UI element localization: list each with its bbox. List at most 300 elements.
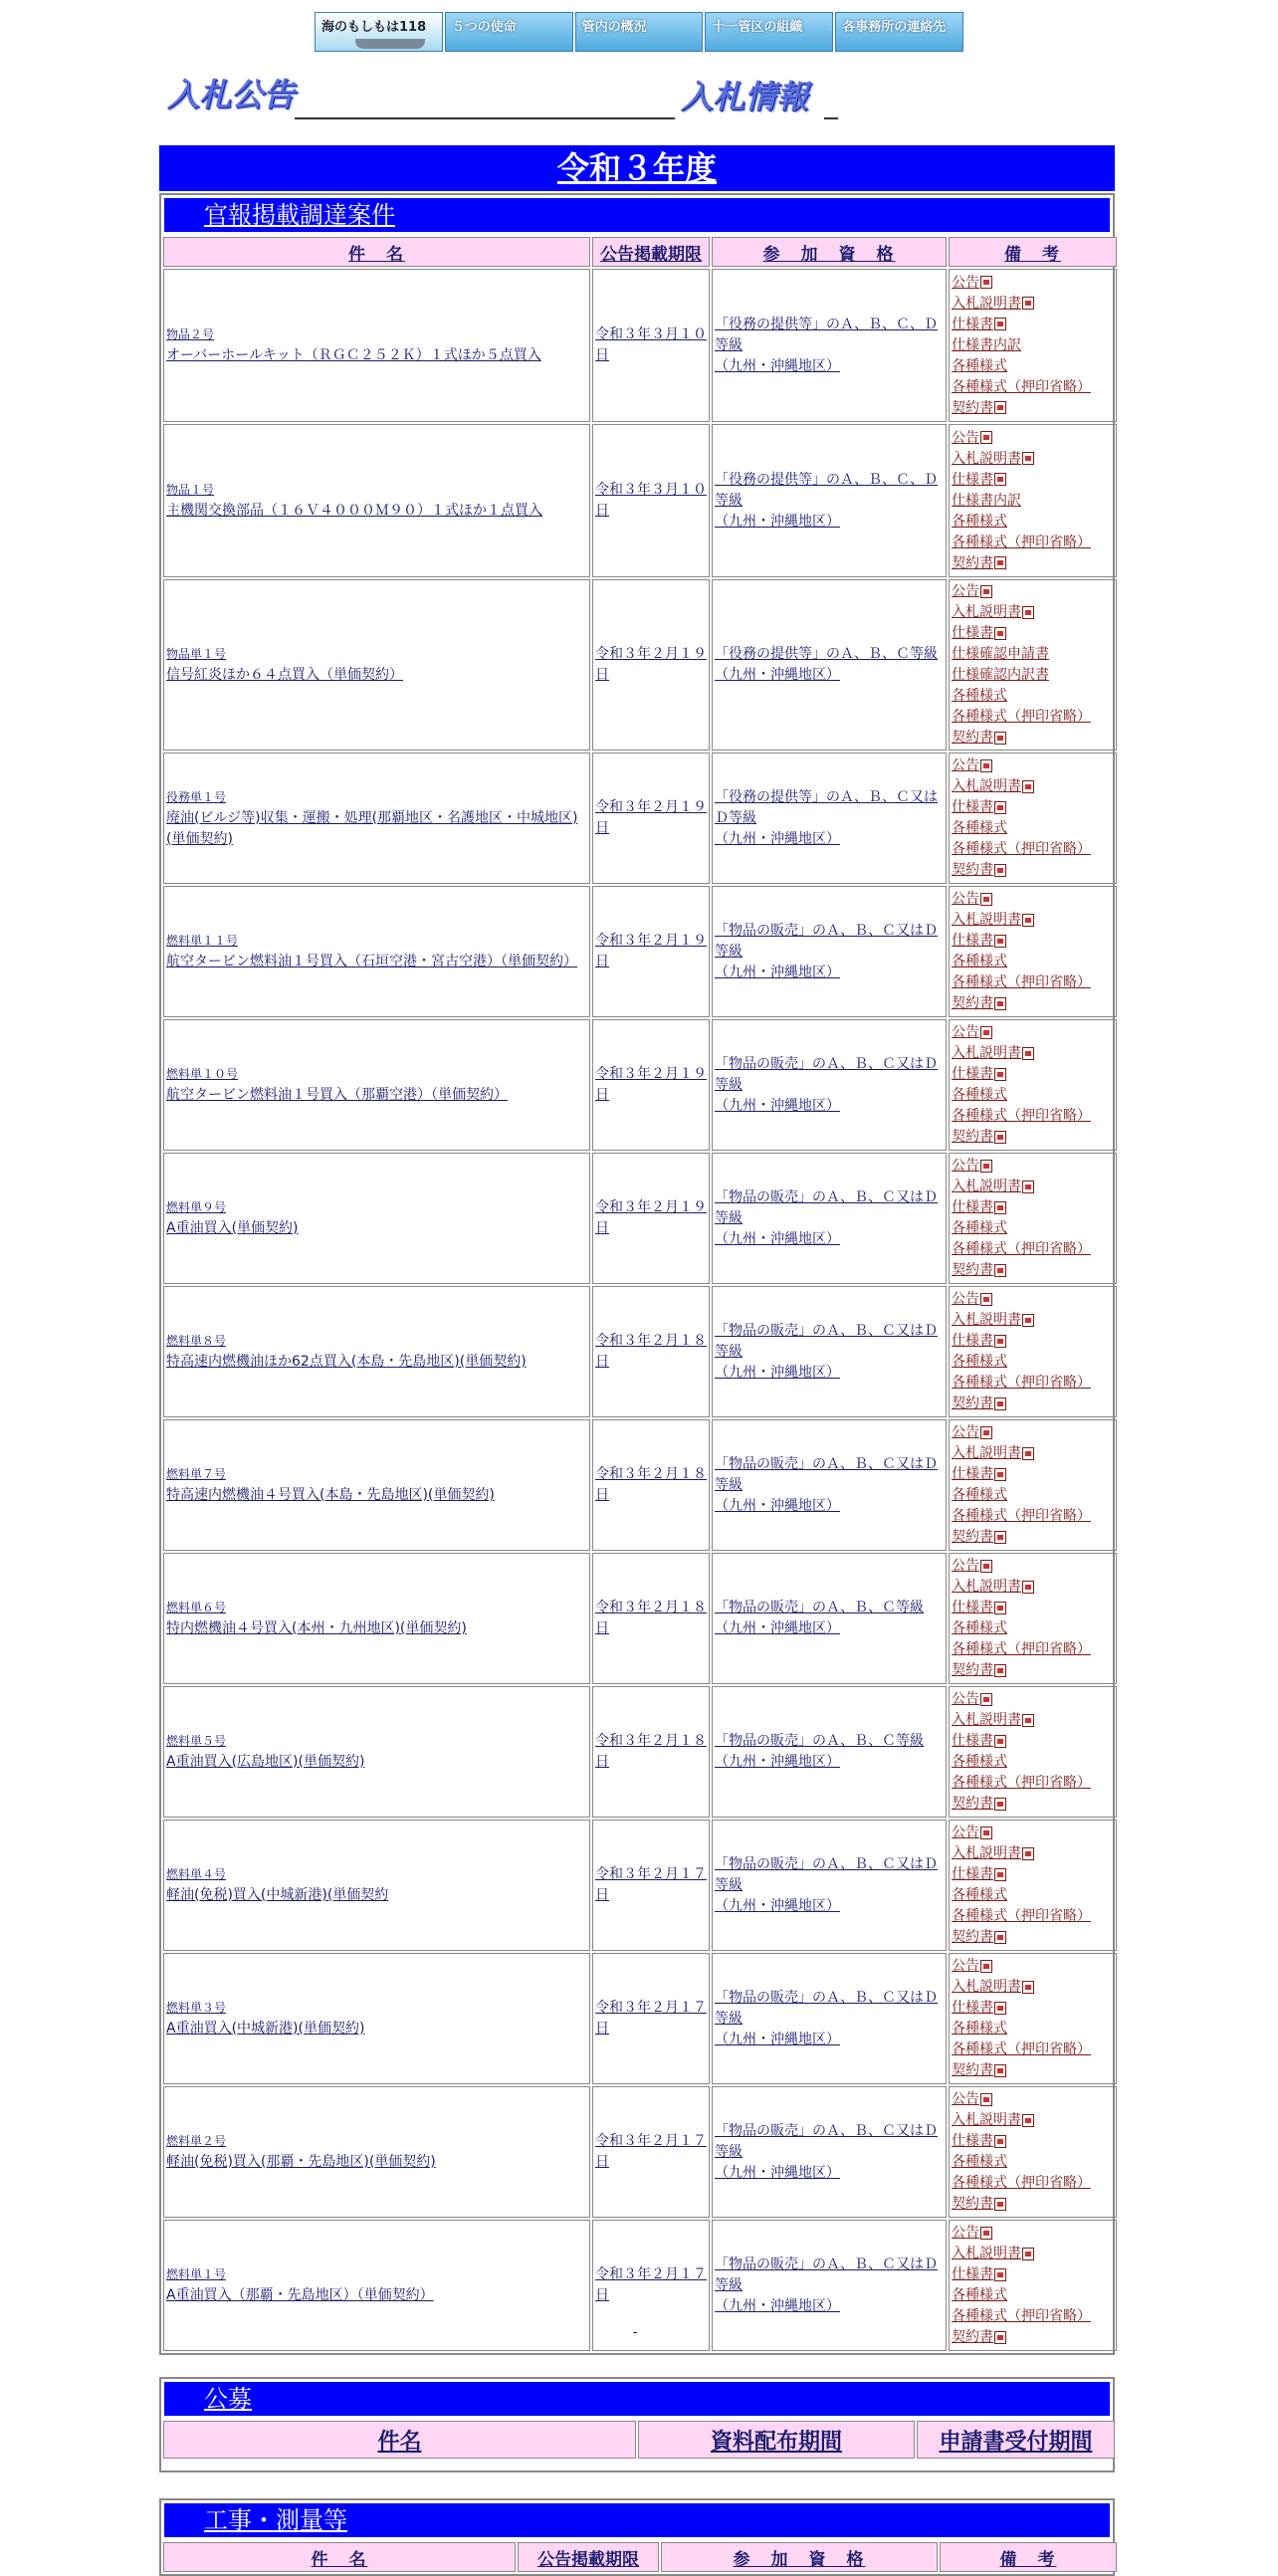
document-link[interactable] [952,1843,1114,1864]
col-subject: 件 名 [163,2542,516,2572]
document-link[interactable] [952,1485,1114,1506]
document-label: 各種様式（押印省略） [952,1508,1091,1524]
document-label: 仕様書 [952,1199,993,1215]
nav-emergency-118[interactable] [315,12,443,52]
document-label: 各種様式（押印省略） [952,709,1091,725]
qualification-cell [712,752,947,884]
document-link[interactable] [952,602,1114,623]
subject-cell [163,269,590,422]
document-link[interactable] [952,491,1114,512]
table-header-row [163,2542,1117,2572]
deadline-link[interactable]: 令和３年２月１９日 [595,933,707,969]
pdf-icon [994,1735,1006,1748]
document-link[interactable] [952,273,1114,294]
item-name-link[interactable]: A重油買入(中城新港)(単価契約) [166,2021,365,2037]
document-link[interactable] [952,2327,1114,2348]
document-link[interactable] [952,776,1114,797]
document-link[interactable] [952,1289,1114,1310]
bid-notice-title: 入札公告 [167,76,296,113]
nav-overview[interactable] [575,12,704,52]
document-link[interactable] [952,533,1114,553]
document-link[interactable] [952,1394,1114,1414]
document-link[interactable] [952,1043,1114,1064]
item-name-link[interactable]: 特内燃機油４号買入(本州・九州地区)(単価契約) [166,1620,467,1636]
table-header-row [163,2421,1115,2459]
item-category-link[interactable]: 燃料単１１号 [166,934,239,948]
pdf-icon [1022,2248,1034,2260]
document-label: 入札説明書 [952,450,1021,467]
item-name-link[interactable]: 特高速内燃機油ほか62点買入(本島・先島地区)(単価契約) [166,1354,527,1370]
ship-icon [355,39,425,49]
document-link[interactable] [952,1022,1114,1043]
document-label: 公告 [952,1825,979,1840]
document-link[interactable] [952,1710,1114,1731]
nav-contacts[interactable] [835,12,963,52]
item-name-link[interactable]: 信号紅炎ほか６４点買入（単価契約） [166,667,403,683]
document-label: 各種様式 [952,1354,1007,1370]
deadline-link[interactable]: 令和３年２月１８日 [595,1733,707,1770]
qualification-cell [712,1553,947,1684]
pdf-icon [1022,1047,1034,1060]
document-label: 仕様書 [952,1866,993,1882]
document-link[interactable] [952,2110,1114,2131]
deadline-cell [592,1686,710,1818]
pdf-icon [980,1960,992,1973]
col-notes: 備 考 [940,2542,1117,2572]
document-label: 各種様式 [952,2287,1007,2303]
deadline-cell [592,579,710,751]
qualification-link[interactable]: 「物品の販売」のＡ、Ｂ、Ｃ又はＤ等級 （九州・沖縄地区） [715,1455,938,1514]
document-link[interactable] [952,553,1114,574]
item-category-link[interactable]: 燃料単１号 [166,2267,227,2281]
document-label: 各種様式 [952,1087,1007,1103]
item-category-link[interactable]: 燃料単９号 [166,1200,227,1214]
document-label: 公告 [952,1024,979,1040]
document-link[interactable] [952,2264,1114,2285]
document-link[interactable] [952,2060,1114,2081]
deadline-link[interactable]: 令和３年２月１７日 [595,2000,707,2037]
pdf-icon [994,1664,1006,1677]
document-link[interactable] [952,686,1114,707]
document-link[interactable] [952,1310,1114,1331]
document-link[interactable] [952,707,1114,728]
table-row [163,579,1117,751]
document-link[interactable] [952,1527,1114,1548]
table-row [163,1153,1117,1284]
document-link[interactable] [952,1127,1114,1148]
qualification-link[interactable]: 「役務の提供等」のＡ、Ｂ、Ｃ、Ｄ等級 （九州・沖縄地区） [715,316,938,374]
pdf-icon [994,627,1006,640]
item-name-link[interactable]: A重油買入(単価契約) [166,1220,299,1236]
qualification-link[interactable]: 「物品の販売」のＡ、Ｂ、Ｃ又はＤ等級 （九州・沖縄地区） [715,1055,938,1114]
notes-cell [949,269,1117,422]
pdf-icon [994,1798,1006,1811]
document-link[interactable] [952,2285,1114,2306]
item-name-link[interactable]: 航空タービン燃料油１号買入（那覇空港）（単価契約） [166,1087,508,1103]
document-label: 仕様書 [952,799,993,815]
qualification-link[interactable]: 「物品の販売」のＡ、Ｂ、Ｃ又はＤ等級 （九州・沖縄地区） [715,2122,938,2181]
item-name-link[interactable]: 主機関交換部品（１６Ｖ４０００Ｍ９０）１式ほか１点買入 [166,503,542,519]
document-label: 入札説明書 [952,1712,1021,1728]
qualification-cell [712,579,947,751]
document-label: 公告 [952,1158,979,1174]
document-label: 各種様式（押印省略） [952,534,1091,550]
document-link[interactable] [952,931,1114,952]
document-label: 契約書 [952,2062,993,2078]
pdf-icon [980,1426,992,1439]
document-link[interactable] [952,1443,1114,1464]
document-link[interactable] [952,728,1114,749]
document-label: 各種様式（押印省略） [952,378,1091,395]
table-row [163,752,1117,884]
item-name-link[interactable]: 廃油(ビルジ等)収集・運搬・処理(那覇地区・名護地区・中城地区)(単価契約) [166,809,578,847]
deadline-link[interactable]: 令和３年２月１９日 [595,1199,707,1236]
document-label: 公告 [952,1958,979,1974]
item-category-link[interactable]: 燃料単６号 [166,1601,227,1614]
koubo-section [159,2377,1115,2472]
document-label: 公告 [952,891,979,907]
document-label: 各種様式 [952,513,1007,530]
document-link[interactable] [952,294,1114,315]
deadline-link[interactable]: 令和３年２月１８日 [595,1333,707,1370]
qualification-link[interactable]: 「物品の販売」のＡ、Ｂ、Ｃ又はＤ等級 （九州・沖縄地区） [715,1989,938,2047]
pdf-icon [980,1026,992,1039]
document-label: 仕様書 [952,2266,993,2282]
table-row [163,2461,1115,2469]
document-label: 入札説明書 [952,1579,1021,1595]
pdf-icon [994,2135,1006,2148]
document-link[interactable] [952,1885,1114,1906]
notes-cell [949,886,1117,1017]
pdf-icon [1022,606,1034,619]
document-label: 契約書 [952,1929,993,1945]
item-category-link[interactable]: 燃料単２号 [166,2134,227,2148]
item-category-link[interactable]: 燃料単５号 [166,1734,227,1748]
item-name-link[interactable]: 軽油(免税)買入(中城新港)(単価契約 [166,1887,389,1903]
kanpo-procurement-section [159,193,1115,2355]
col-application-period: 申請書受付期間 [917,2421,1115,2459]
qualification-link[interactable]: 「役務の提供等」のＡ、Ｂ、Ｃ又はＤ等級 （九州・沖縄地区） [715,788,938,847]
document-label: 各種様式 [952,820,1007,836]
deadline-link[interactable]: 令和３年２月１９日 [595,799,707,836]
document-link[interactable] [952,993,1114,1014]
pdf-icon [994,801,1006,814]
item-name-link[interactable]: A重油買入(広島地区)(単価契約) [166,1754,365,1770]
document-link[interactable] [952,1352,1114,1373]
document-link[interactable] [952,1956,1114,1977]
item-category-link[interactable]: 燃料単３号 [166,2001,227,2015]
section-title[interactable]: 公募 [164,2382,1110,2416]
document-link[interactable] [952,1177,1114,1197]
col-qualification: 参 加 資 格 [661,2542,938,2572]
document-label: 仕様書 [952,1600,993,1615]
fiscal-year-heading[interactable]: 令和３年度 [159,145,1115,191]
item-category-link[interactable]: 燃料単４号 [166,1867,227,1881]
nav-organization[interactable] [705,12,833,52]
deadline-link[interactable]: 令和３年３月１０日 [595,482,707,519]
document-label: 各種様式（押印省略） [952,2308,1091,2324]
document-link[interactable] [952,1085,1114,1106]
document-link[interactable] [952,1773,1114,1794]
separator: - [633,2325,638,2339]
section-title[interactable]: 工事・測量等 [164,2503,1110,2537]
notes-cell [949,2086,1117,2218]
document-label: 公告 [952,429,979,446]
pdf-icon [994,732,1006,745]
document-link[interactable] [952,1639,1114,1660]
document-link[interactable] [952,581,1114,602]
document-label: 各種様式（押印省略） [952,841,1091,857]
qualification-link[interactable]: 「物品の販売」のＡ、Ｂ、Ｃ又はＤ等級 （九州・沖縄地区） [715,1322,938,1381]
qualification-link[interactable]: 「物品の販売」のＡ、Ｂ、Ｃ又はＤ等級 （九州・沖縄地区） [715,2255,938,2314]
document-link[interactable] [952,1794,1114,1815]
pdf-icon [994,1397,1006,1410]
document-label: 公告 [952,274,979,291]
document-link[interactable] [952,1260,1114,1281]
document-link[interactable] [952,1464,1114,1485]
document-link[interactable] [952,2019,1114,2039]
pdf-icon [994,556,1006,569]
document-link[interactable] [952,1577,1114,1598]
pdf-icon [994,864,1006,877]
qualification-link[interactable]: 「役務の提供等」のＡ、Ｂ、Ｃ等級 （九州・沖縄地区） [715,646,938,683]
document-link[interactable] [952,644,1114,665]
pdf-icon [994,318,1006,330]
document-link[interactable] [952,2194,1114,2215]
qualification-link[interactable]: 「物品の販売」のＡ、Ｂ、Ｃ又はＤ等級 （九州・沖縄地区） [715,1188,938,1247]
document-link[interactable] [952,889,1114,910]
document-label: 契約書 [952,554,993,571]
document-link[interactable] [952,1156,1114,1177]
item-category-link[interactable]: 燃料単８号 [166,1334,227,1348]
document-link[interactable] [952,818,1114,839]
subject-cell [163,1686,590,1818]
document-link[interactable] [952,398,1114,419]
item-name-link[interactable]: 軽油(免税)買入(那覇・先島地区)(単価契約) [166,2154,436,2170]
document-link[interactable] [952,1197,1114,1218]
document-label: 仕様書内訳 [952,336,1021,353]
document-link[interactable] [952,2173,1114,2194]
item-category-link[interactable]: 物品２号 [166,327,215,341]
item-category-link[interactable]: 役務単１号 [166,789,227,804]
document-link[interactable] [952,2131,1114,2152]
item-name-link[interactable]: 特高速内燃機油４号買入(本島・先島地区)(単価契約) [166,1487,495,1503]
document-link[interactable] [952,1618,1114,1639]
document-label: 入札説明書 [952,295,1021,312]
document-link[interactable] [952,1752,1114,1773]
deadline-cell [592,1820,710,1951]
document-link[interactable] [952,1689,1114,1710]
page-header [159,62,846,125]
qualification-link[interactable]: 「物品の販売」のＡ、Ｂ、Ｃ等級 （九州・沖縄地区） [715,1733,924,1770]
header-underline-short [824,117,838,119]
document-link[interactable] [952,449,1114,470]
nav-label: 各事務所の連絡先 [842,20,947,35]
document-label: 各種様式 [952,2154,1007,2170]
document-link[interactable] [952,1331,1114,1352]
qualification-cell [712,2086,947,2218]
table-row [163,1686,1117,1818]
item-name-link[interactable]: 航空タービン燃料油１号買入（石垣空港・宮古空港）（単価契約） [166,954,577,969]
pdf-icon [1022,914,1034,927]
qualification-link[interactable]: 「物品の販売」のＡ、Ｂ、Ｃ等級 （九州・沖縄地区） [715,1600,924,1636]
document-link[interactable] [952,315,1114,335]
subject-cell [163,424,590,577]
item-name-link[interactable]: オーバーホールキット（ＲＧＣ２５２Ｋ）１式ほか５点買入 [166,347,541,363]
empty-cell [163,2461,1115,2469]
document-label: 仕様書 [952,1466,993,1482]
subject-cell [163,1953,590,2084]
document-link[interactable] [952,910,1114,931]
qualification-link[interactable]: 「物品の販売」のＡ、Ｂ、Ｃ又はＤ等級 （九州・沖縄地区） [715,922,938,980]
document-link[interactable] [952,1823,1114,1843]
deadline-link[interactable]: 令和３年２月１７日 [595,2266,707,2303]
notes-cell [949,1019,1117,1151]
pdf-icon [1022,1981,1034,1994]
pdf-icon [994,935,1006,948]
header-underline [295,117,675,119]
document-link[interactable] [952,470,1114,491]
qualification-cell [712,886,947,1017]
document-label: 仕様確認内訳書 [952,667,1049,683]
col-qualification: 参 加 資 格 [712,237,947,267]
table-row [163,2086,1117,2218]
document-label: 仕様確認申請書 [952,646,1049,662]
document-label: 契約書 [952,1129,993,1145]
document-link[interactable] [952,2306,1114,2327]
document-link[interactable] [952,1927,1114,1948]
item-category-link[interactable]: 物品１号 [166,483,215,497]
deadline-link[interactable]: 令和３年２月１９日 [595,1066,707,1103]
document-link[interactable] [952,1239,1114,1260]
document-link[interactable] [952,1731,1114,1752]
pdf-icon [994,1264,1006,1277]
document-label: 契約書 [952,1796,993,1812]
deadline-cell [592,424,710,577]
document-link[interactable] [952,665,1114,686]
pdf-icon [994,2331,1006,2344]
document-link[interactable] [952,952,1114,972]
document-label: 契約書 [952,1262,993,1278]
qualification-cell [712,424,947,577]
document-link[interactable] [952,2039,1114,2060]
subject-cell [163,1820,590,1951]
table-row [163,1419,1117,1551]
document-link[interactable] [952,377,1114,398]
section-title[interactable]: 官報掲載調達案件 [164,198,1110,232]
document-link[interactable] [952,1660,1114,1681]
deadline-link[interactable]: 令和３年２月１８日 [595,1600,707,1636]
qualification-link[interactable]: 「役務の提供等」のＡ、Ｂ、Ｃ、Ｄ等級 （九州・沖縄地区） [715,471,938,530]
item-name-link[interactable]: A重油買入（那覇・先島地区）（単価契約） [166,2287,434,2303]
document-link[interactable] [952,839,1114,860]
document-label: 公告 [952,2225,979,2241]
document-link[interactable] [952,1373,1114,1394]
qualification-link[interactable]: 「物品の販売」のＡ、Ｂ、Ｃ又はＤ等級 （九州・沖縄地区） [715,1855,938,1914]
document-link[interactable] [952,1218,1114,1239]
document-label: 公告 [952,1558,979,1574]
document-label: 公告 [952,2091,979,2107]
document-link[interactable] [952,623,1114,644]
document-label: 仕様書 [952,625,993,641]
table-row [163,424,1117,577]
document-link[interactable] [952,860,1114,881]
subject-cell [163,886,590,1017]
document-link[interactable] [952,2244,1114,2264]
document-link[interactable] [952,1977,1114,1998]
document-link[interactable] [952,2223,1114,2244]
document-label: 契約書 [952,399,993,416]
pdf-icon [980,1560,992,1573]
document-link[interactable] [952,335,1114,356]
document-label: 入札説明書 [952,1179,1021,1194]
table-row [163,1286,1117,1417]
pdf-icon [1022,452,1034,465]
document-link[interactable] [952,1422,1114,1443]
deadline-link[interactable]: 令和３年２月１８日 [595,1466,707,1503]
pdf-icon [994,1531,1006,1544]
document-link[interactable] [952,1556,1114,1577]
col-subject: 件名 [163,2421,636,2459]
pdf-icon [1022,1181,1034,1193]
item-category-link[interactable]: 物品単１号 [166,647,227,661]
deadline-link[interactable]: 令和３年２月１７日 [595,1866,707,1903]
document-label: 各種様式（押印省略） [952,2041,1091,2057]
document-link[interactable] [952,512,1114,533]
subject-cell [163,1153,590,1284]
document-label: 公告 [952,1424,979,1440]
document-link[interactable] [952,2089,1114,2110]
deadline-link[interactable]: 令和３年３月１０日 [595,326,707,363]
deadline-link[interactable]: 令和３年２月１９日 [595,646,707,683]
nav-label: ５つの使命 [451,20,517,35]
deadline-cell [592,1553,710,1684]
document-link[interactable] [952,428,1114,449]
document-link[interactable] [952,1106,1114,1127]
item-category-link[interactable]: 燃料単７号 [166,1467,227,1481]
document-link[interactable] [952,1906,1114,1927]
table-header-row [163,237,1117,267]
item-category-link[interactable]: 燃料単１０号 [166,1067,239,1081]
pdf-icon [980,585,992,598]
pdf-icon [1022,1714,1034,1727]
table-row [163,2220,1117,2351]
document-link[interactable] [952,1064,1114,1085]
pdf-icon [1022,1447,1034,1460]
document-label: 仕様書 [952,1333,993,1349]
document-link[interactable] [952,356,1114,377]
subject-cell [163,2086,590,2218]
document-link[interactable] [952,1598,1114,1618]
deadline-cell [592,886,710,1017]
subject-cell [163,2220,590,2351]
deadline-cell [592,1153,710,1284]
document-link[interactable] [952,1864,1114,1885]
document-label: 入札説明書 [952,912,1021,928]
document-link[interactable] [952,797,1114,818]
document-link[interactable] [952,972,1114,993]
deadline-link[interactable]: 令和３年２月１７日 [595,2133,707,2170]
document-link[interactable] [952,1506,1114,1527]
col-distribution-period: 資料配布期間 [638,2421,915,2459]
pdf-icon [994,2198,1006,2211]
nav-five-missions[interactable] [445,12,573,52]
document-link[interactable] [952,755,1114,776]
document-link[interactable] [952,2152,1114,2173]
pdf-icon [994,473,1006,486]
document-link[interactable] [952,1998,1114,2019]
notes-cell [949,1153,1117,1284]
